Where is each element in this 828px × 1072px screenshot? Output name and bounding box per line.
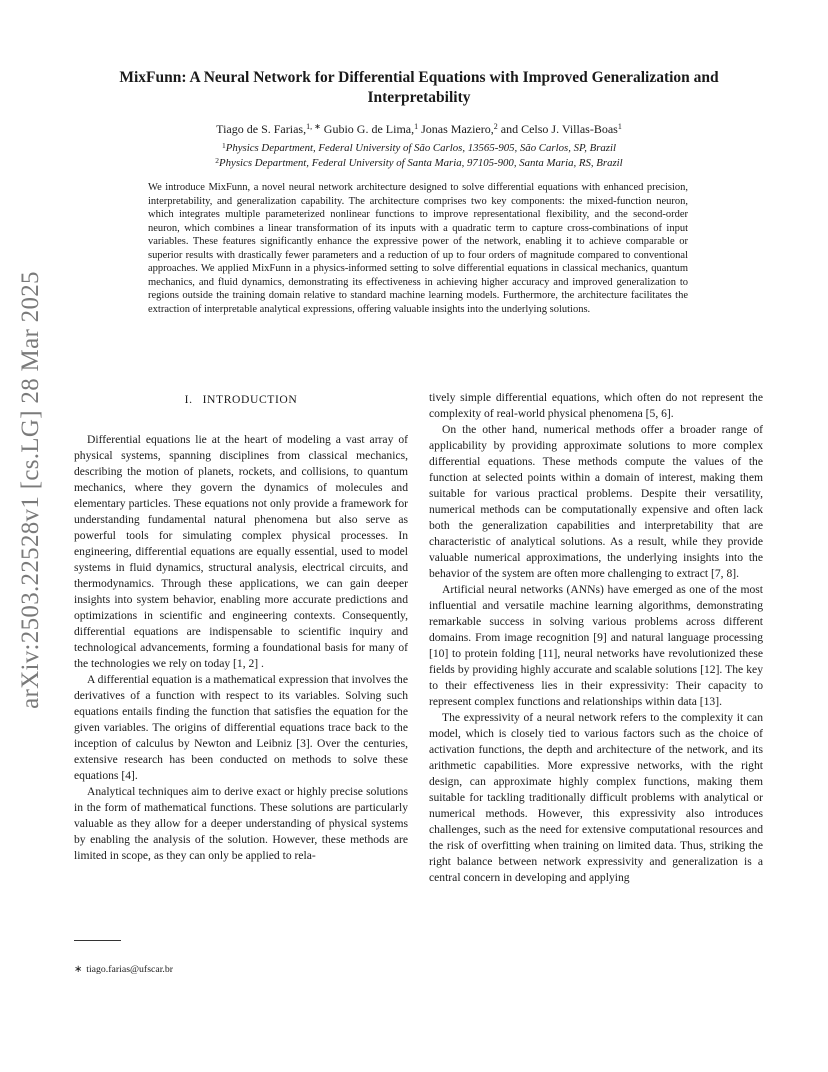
arxiv-sidebar-stamp: [6, 271, 56, 709]
author: Gubio G. de Lima,$^1$: [323, 122, 419, 136]
section-title: INTRODUCTION: [202, 393, 298, 406]
paragraph: On the other hand, numerical methods offer a broader range of applicability by providing approximate solutions to more complex differential equations. These methods compute the values of the function at selected points within a domain of interest, making them suitable for various practical problems. Despite their versatility, numerical methods can be computationally expensive and often lack both the generalization capabilities and interpretability that are characteristic of analytical solutions. As a result, while they provide valuable numerical approximations, the underlying insights into the behavior of the system are often more challenging to extract [7, 8].: [429, 423, 763, 580]
abstract: We introduce MixFunn, a novel neural network architecture designed to solve differential equations with enhanced precision, interpretability, and generalization capability. The architecture comprises two key components: the mixed-function neuron, which integrates multiple parameterized nonlinear functions to improve representational flexibility, and the second-order neuron, which combines a linear transformation of its inputs with a quadratic term to capture cross-combinations of input variables. These features significantly enhance the expressive power of the network, enabling it to achieve comparable or superior results with drastically fewer parameters and a reduction of up to four orders of magnitude compared to conventional approaches. We applied MixFunn in a physics-informed setting to solve differential equations in classical mechanics, quantum mechanics, and fluid dynamics, demonstrating its effectiveness in achieving higher accuracy and improved generalization to regions outside the training domain relative to standard machine learning models. Furthermore, the architecture facilitates the extraction of interpretable analytical expressions, offering valuable insights into the underlying solutions.: [148, 182, 688, 315]
paragraph: A differential equation is a mathematical expression that involves the derivatives of a function with respect to its variables. Solving such equations entails finding the function that satisfies the equation for the given variables. The origins of differential equations trace back to the inception of calculus by Newton and Leibniz [3]. Over the centuries, extensive research has been conducted on methods to solve these equations [4].: [74, 673, 408, 782]
affiliation-list: [70, 141, 768, 171]
paper-title: MixFunn: A Neural Network for Differential Equations with Improved Generalization and Interpretability: [119, 69, 719, 106]
affiliation: $^1$Physics Department, Federal University of São Carlos, 13565-905, São Carlos, SP, Brazil: [221, 141, 617, 154]
author-list: [70, 121, 768, 137]
author: Tiago de S. Farias,$^{1, ∗}$: [216, 122, 321, 136]
right-column: [429, 390, 763, 886]
footnote-divider: [74, 940, 121, 941]
arxiv-identifier: arXiv:2503.22528v1 [cs.LG] 28 Mar 2025: [17, 271, 44, 709]
author: and Celso J. Villas-Boas$^1$: [500, 122, 622, 136]
author: Jonas Maziero,$^2$: [421, 122, 498, 136]
affiliation: $^2$Physics Department, Federal University of Santa Maria, 97105-900, Santa Maria, RS, Brazil: [215, 156, 623, 169]
section-number: I.: [184, 393, 193, 406]
paragraph: tively simple differential equations, which often do not represent the complexity of real-world physical phenomena [5, 6].: [429, 391, 763, 420]
footnote-mark: ∗: [74, 964, 83, 975]
paragraph: Artificial neural networks (ANNs) have emerged as one of the most influential and versatile machine learning algorithms, demonstrating remarkable success in solving various problems across different domains. From image recognition [9] and natural language processing [10] to protein folding [11], neural networks have revolutionized these fields by providing highly accurate and scalable solutions [12]. The key to their effectiveness lies in their expressivity: Their capacity to represent complex functions and relationships within data [13].: [429, 583, 763, 708]
left-column: [74, 390, 408, 864]
section-heading: [74, 392, 408, 408]
footnote: [74, 963, 408, 976]
paragraph: Differential equations lie at the heart of modeling a vast array of physical systems, spanning disciplines from classical mechanics, describing the motion of planets, rockets, and collisions, to quantum mechanics, where they govern the dynamics of molecules and elementary particles. These equations not only provide a framework for understanding fundamental natural phenomena but also serve as powerful tools for simulating complex physical processes. In engineering, differential equations are equally essential, used to model systems in fluid dynamics, structural analysis, electrical circuits, and thermodynamics. Through these applications, we can gain deeper insights into system behavior, enabling more accurate predictions and optimizations in scientific and engineering contexts. Consequently, differential equations are indispensable to scientific inquiry and technological advancements, forming a foundational basis for many of the technologies we rely on today [1, 2] .: [74, 433, 408, 670]
paragraph: Analytical techniques aim to derive exact or highly precise solutions in the form of mathematical functions. These solutions are particularly valuable as they allow for a deeper understanding of physical systems by enabling the analysis of the solution. However, these methods are limited in scope, as they can only be applied to rela-: [74, 785, 408, 862]
corresponding-email[interactable]: tiago.farias@ufscar.br: [86, 964, 174, 975]
paragraph: The expressivity of a neural network refers to the complexity it can model, which is closely tied to various factors such as the choice of activation functions, the depth and architecture of the network, and its arithmetic capabilities. More expressive networks, with the right design, can approximate highly complex functions, making them suitable for tackling traditionally difficult problems with analytical or numerical methods. However, this expressivity also introduces challenges, such as the need for extensive computational resources and the risk of overfitting when training on limited data. Thus, striking the right balance between network expressivity and generalization is a central concern in developing and applying: [429, 711, 763, 884]
